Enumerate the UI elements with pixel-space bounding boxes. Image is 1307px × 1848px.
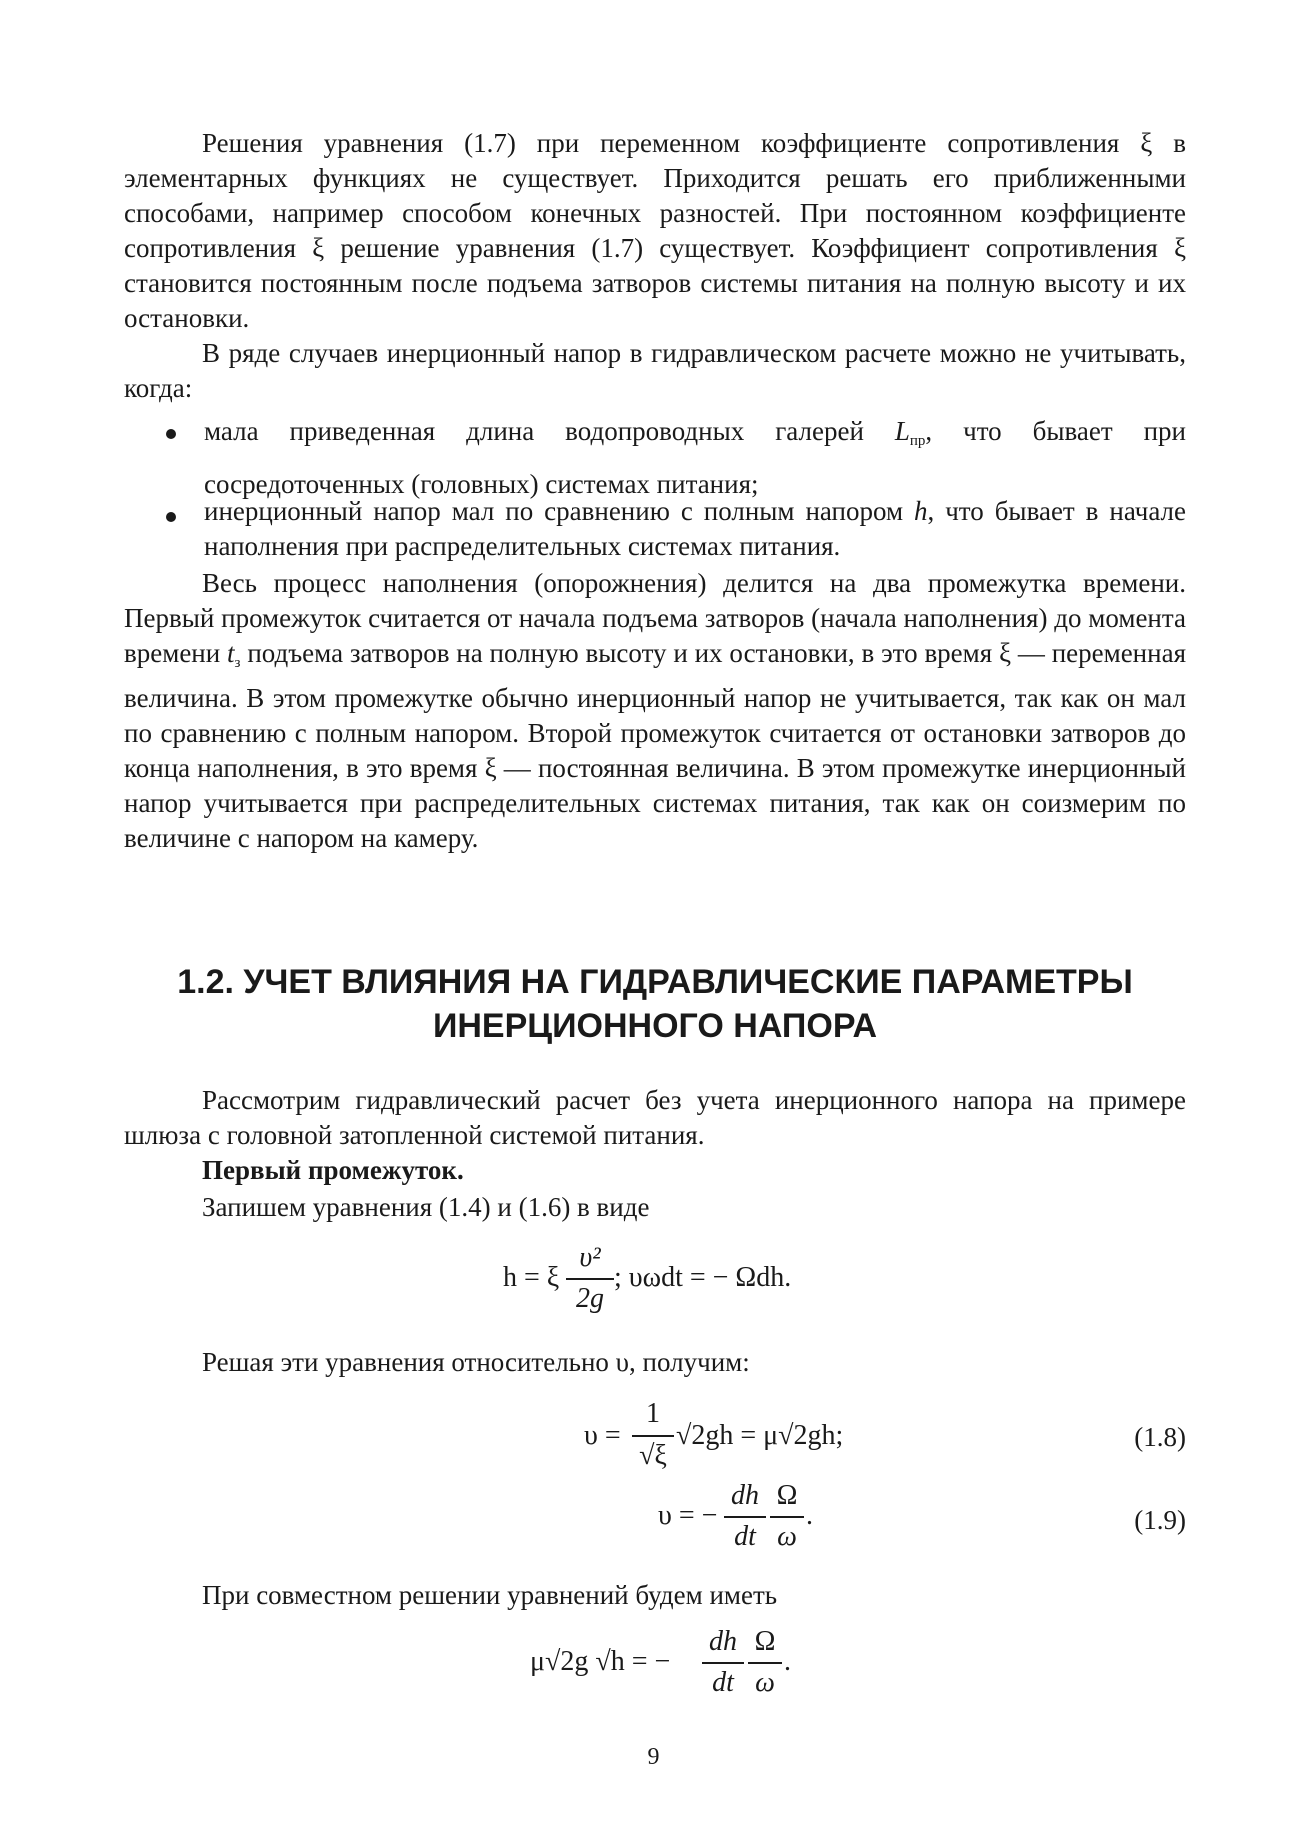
eq1-denominator: 2g [576,1283,604,1314]
paragraph-inertial-head: В ряде случаев инерционный напор в гидравлическом расчете можно не учитывать, когда: [124,338,1186,403]
write-equations-line: Запишем уравнения (1.4) и (1.6) в виде [202,1192,650,1222]
var-t-sub: з [234,655,241,671]
bullet-dot [166,429,176,439]
eq19-lhs: υ = − [658,1500,718,1531]
p3-text: Весь процесс наполнения (опорожнения) делится на два промежутка времени. Первый промежуток считается от начала подъема затворов (начала наполнения) до момента времени [124,568,1186,668]
eq3-denominator-2: ω [755,1667,775,1698]
eq1-lhs: h = ξ [503,1262,560,1293]
eq19-fraction-bar-1 [724,1516,766,1518]
eq1-fraction-bar [566,1278,614,1280]
eq18-rhs: √2gh = μ√2gh; [676,1420,844,1451]
eq1-rhs: ; υωdt = − Ωdh. [614,1262,792,1293]
bullet-2-text: инерционный напор мал по сравнению с полным напором [204,496,915,526]
bullet-item-1 [204,410,1186,506]
bullet-dot [166,512,176,522]
var-t: t [227,638,235,668]
page-number: 9 [647,1744,660,1770]
paragraph-intro: Рассмотрим гидравлический расчет без учета инерционного напора на примере шлюза с головной затопленной системой питания. [124,1085,1186,1150]
joint-solution-line: При совместном решении уравнений будем иметь [202,1580,778,1610]
bullet-1-text: мала приведенная длина водопроводных галерей [204,416,895,446]
solve-line: Решая эти уравнения относительно υ, получим: [202,1347,750,1377]
eq18-number: (1.8) [1134,1422,1186,1452]
p3-text-end: подъема затворов на полную высоту и их остановки, в это время ξ — переменная величина. В этом промежутке обычно инерционный напор не учитывается, так как он мал по сравнению с полным напором. Второй промежуток считается от остановки затворов до конца наполнения, в это время ξ — постоянная величина. В этом промежутке инерционный напор учитывается при распределительных системах питания, так как он соизмерим по величине с напором на камеру. [124,638,1186,853]
heading-line-1: 1.2. УЧЕТ ВЛИЯНИЯ НА ГИДРАВЛИЧЕСКИЕ ПАРАМЕТРЫ [177,963,1133,1001]
eq19-numerator-1: dh [731,1480,759,1511]
eq3-lhs: μ√2g √h = − [530,1646,671,1677]
eq19-numerator-2: Ω [776,1480,798,1511]
eq3-numerator-2: Ω [754,1626,776,1657]
var-h: h [914,496,928,526]
eq3-fraction-bar-2 [748,1662,782,1664]
bullet-2-text-end: , что бывает в начале наполнения при распределительных системах питания. [204,496,1186,561]
eq3-denominator-1: dt [712,1667,734,1698]
eq3-end: . [784,1646,791,1677]
eq18-lhs: υ = [584,1420,621,1451]
paragraph-resistance-coefficient: Решения уравнения (1.7) при переменном коэффициенте сопротивления ξ в элементарных функциях не существует. Приходится решать его приближенными способами, например способом конечных разностей. При постоянном коэффициенте сопротивления ξ решение уравнения (1.7) существует. Коэффициент сопротивления ξ становится постоянным после подъема затворов системы питания на полную высоту и их остановки. [124,128,1186,333]
heading-line-2: ИНЕРЦИОННОГО НАПОРА [432,1007,878,1045]
var-L-sub: пр [909,433,926,449]
bullet-1-text-end: , что бывает при сосредоточенных (головных) системах питания; [204,416,1186,499]
eq18-fraction-bar [632,1435,674,1437]
eq19-fraction-bar-2 [770,1516,804,1518]
eq19-denominator-1: dt [734,1521,756,1552]
eq19-end: . [806,1500,813,1531]
first-interval-label: Первый промежуток. [202,1155,464,1185]
eq19-number: (1.9) [1134,1505,1186,1535]
paragraph-filling-process [124,566,1186,856]
eq3-fraction-bar-1 [702,1662,744,1664]
section-heading [124,960,1186,1048]
var-L: L [894,416,910,446]
eq18-numerator: 1 [646,1398,660,1429]
eq1-numerator: υ² [579,1242,601,1273]
eq19-denominator-2: ω [777,1521,797,1552]
bullet-item-2 [204,494,1186,564]
eq3-numerator-1: dh [709,1626,737,1657]
eq18-denominator: √ξ [639,1440,667,1471]
